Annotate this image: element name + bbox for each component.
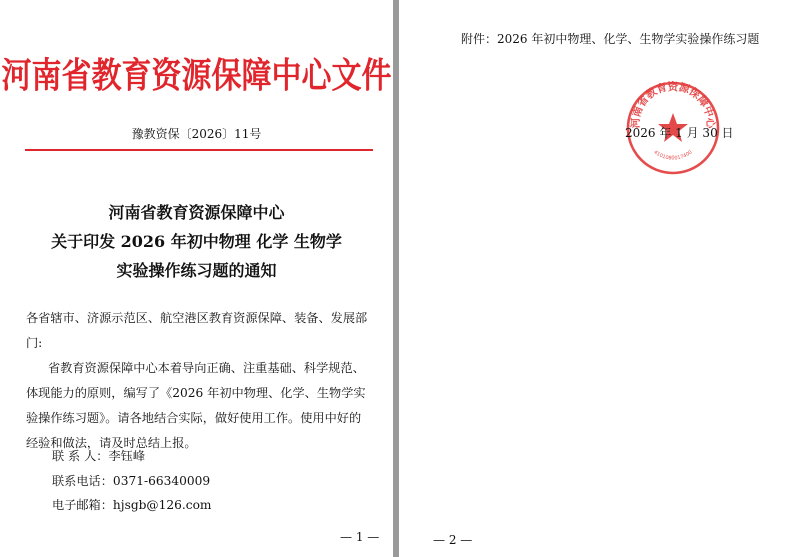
attachment-title: 附件：2026 年初中物理、化学、生物学实验操作练习题 <box>461 32 760 46</box>
red-header-title: 河南省教育资源保障中心文件 <box>1 55 392 97</box>
contact-email: 电子邮箱：hjsgb@126.com <box>52 498 212 512</box>
seal-text: 河南省教育资源保障中心 <box>629 80 717 129</box>
body-line-3: 验操作练习题》。请各地结合实际，做好使用工作。使用中好的 <box>26 411 362 425</box>
document-page-2 <box>399 0 804 557</box>
contact-phone: 联系电话：0371-66340009 <box>52 474 211 488</box>
recipient-line-1: 各省辖市、济源示范区、航空港区教育资源保障、装备、发展部 <box>26 311 368 325</box>
heading-line-1: 河南省教育资源保障中心 <box>108 203 285 222</box>
svg-text:4101080017400 <box>652 149 693 161</box>
body-line-2: 体现能力的原则，编写了《2026 年初中物理、化学、生物学实 <box>26 386 366 400</box>
body-line-1: 省教育资源保障中心本着导向正确、注重基础、科学规范、 <box>48 361 365 375</box>
page-number-1: — 1 — <box>340 530 380 544</box>
page-number-2: — 2 — <box>433 533 473 547</box>
document-number: 豫教资保〔2026〕11号 <box>131 127 262 141</box>
document-page-1 <box>0 0 393 557</box>
red-divider-line <box>25 149 373 151</box>
seal-code: 4101080017400 <box>652 149 694 162</box>
recipient-line-2: 门: <box>26 336 43 350</box>
heading-line-2: 关于印发 2026 年初中物理 化学 生物学 <box>51 232 342 251</box>
heading-line-3: 实验操作练习题的通知 <box>116 261 277 280</box>
issue-date: 2026 年 1 月 30 日 <box>625 126 734 140</box>
contact-person: 联 系 人：李钰峰 <box>52 449 146 463</box>
body-line-4: 经验和做法，请及时总结上报。 <box>26 436 197 450</box>
